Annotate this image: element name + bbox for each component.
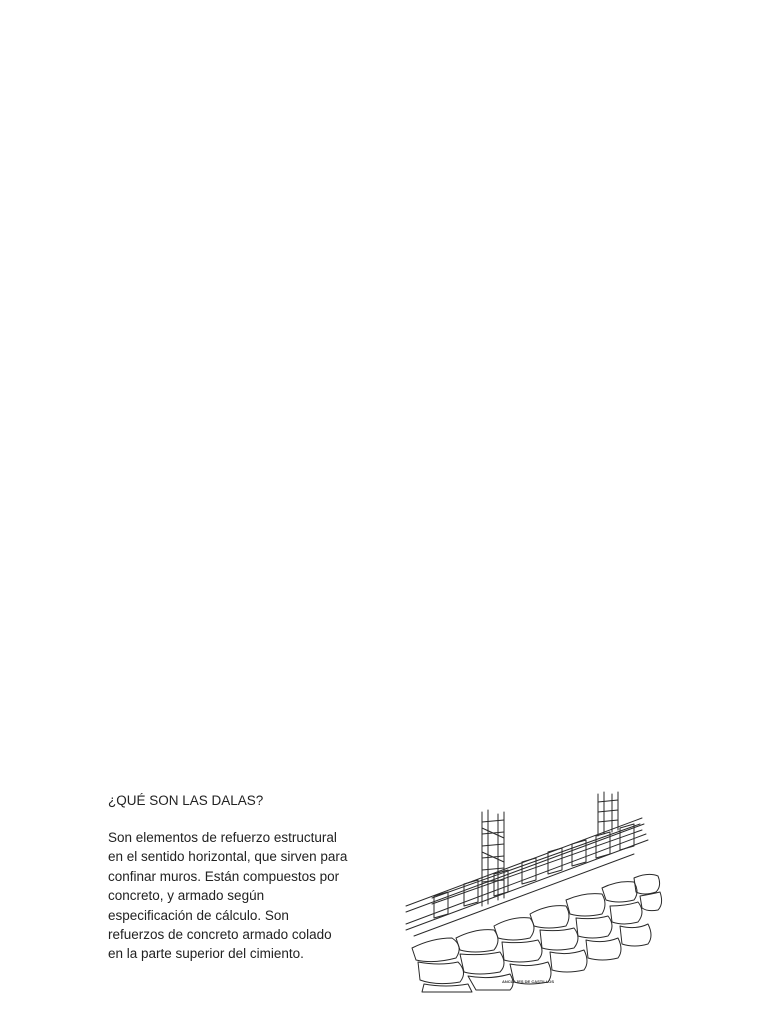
- paragraph-line: confinar muros. Están compuestos por: [108, 868, 340, 884]
- section-paragraph: [108, 828, 380, 964]
- paragraph-line: especificación de cálculo. Son: [108, 907, 289, 923]
- castillo-right: [598, 792, 618, 836]
- section-heading: ¿QUÉ SON LAS DALAS?: [108, 793, 264, 808]
- dala-drawing: [402, 788, 664, 994]
- paragraph-line: Son elementos de refuerzo estructural: [108, 830, 337, 845]
- figure-caption: ANCLAJES DE CASTILLOS: [502, 979, 555, 984]
- text-block: [108, 791, 380, 964]
- dala-stirrups: [434, 824, 634, 918]
- dala-illustration: [402, 788, 664, 994]
- paragraph-line: en la parte superior del cimiento.: [108, 946, 304, 962]
- paragraph-line: refuerzos de concreto armado colado: [108, 927, 332, 943]
- paragraph-line: en el sentido horizontal, que sirven para: [108, 849, 348, 865]
- paragraph-line: concreto, y armado según: [108, 888, 265, 904]
